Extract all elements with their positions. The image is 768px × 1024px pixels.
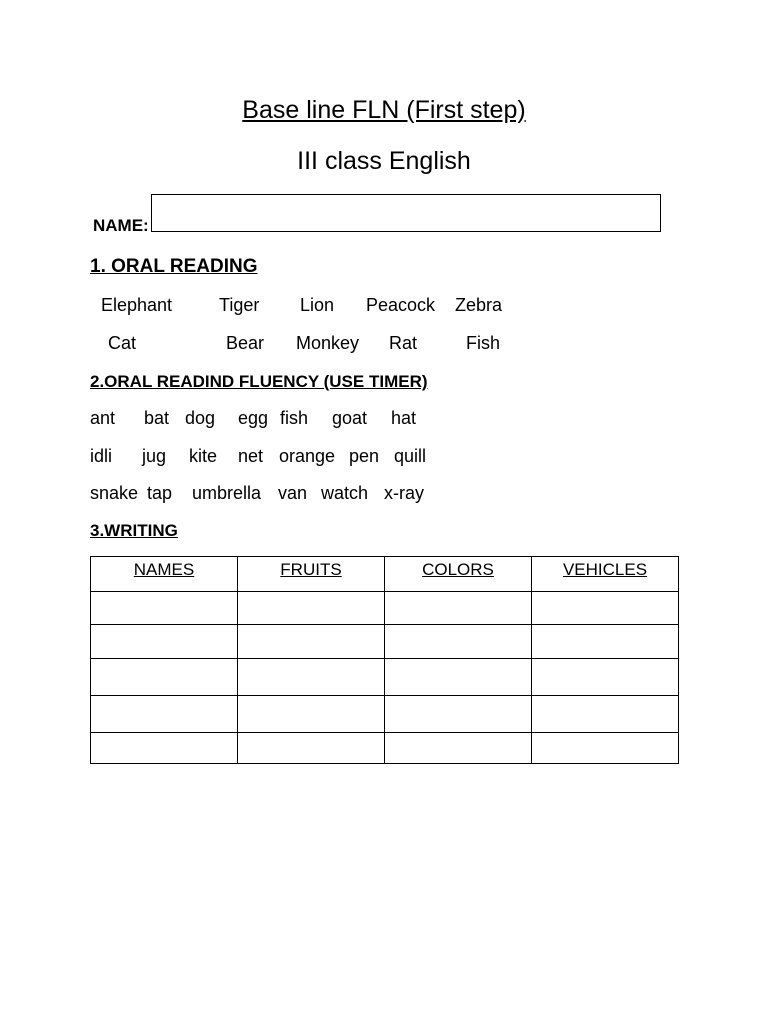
name-label: NAME: bbox=[93, 216, 149, 235]
section-writing-heading: 3.WRITING bbox=[90, 521, 178, 540]
reading-word: Tiger bbox=[219, 295, 260, 315]
table-cell[interactable] bbox=[238, 696, 385, 733]
fluency-word: goat bbox=[332, 408, 368, 428]
fluency-word: pen bbox=[349, 446, 380, 466]
fluency-word: fish bbox=[280, 408, 309, 428]
fluency-word: orange bbox=[279, 446, 336, 466]
table-cell[interactable] bbox=[238, 659, 385, 696]
fluency-word: dog bbox=[185, 408, 216, 428]
reading-word: Rat bbox=[389, 333, 418, 353]
table-cell[interactable] bbox=[385, 592, 532, 625]
reading-word: Cat bbox=[108, 333, 137, 353]
fluency-word: snake bbox=[90, 483, 139, 503]
table-row bbox=[91, 659, 679, 696]
reading-word: Bear bbox=[226, 333, 265, 353]
table-row bbox=[91, 696, 679, 733]
document-subtitle: III class English bbox=[297, 147, 471, 175]
fluency-word: van bbox=[278, 483, 308, 503]
table-row bbox=[91, 733, 679, 764]
fluency-word: bat bbox=[144, 408, 170, 428]
fluency-word: hat bbox=[391, 408, 417, 428]
table-cell[interactable] bbox=[385, 659, 532, 696]
reading-word: Lion bbox=[300, 295, 335, 315]
column-header-vehicles: VEHICLES bbox=[532, 557, 679, 592]
reading-word: Monkey bbox=[296, 333, 360, 353]
table-cell[interactable] bbox=[385, 696, 532, 733]
table-cell[interactable] bbox=[532, 659, 679, 696]
table-cell[interactable] bbox=[532, 592, 679, 625]
table-cell[interactable] bbox=[238, 733, 385, 764]
fluency-word: ant bbox=[90, 408, 116, 428]
column-header-colors: COLORS bbox=[385, 557, 532, 592]
table-cell[interactable] bbox=[532, 625, 679, 659]
table-row bbox=[91, 625, 679, 659]
table-cell[interactable] bbox=[91, 659, 238, 696]
table-cell[interactable] bbox=[91, 592, 238, 625]
table-header-row bbox=[91, 557, 679, 592]
fluency-word: idli bbox=[90, 446, 113, 466]
fluency-word: kite bbox=[189, 446, 218, 466]
table-cell[interactable] bbox=[532, 733, 679, 764]
column-header-fruits: FRUITS bbox=[238, 557, 385, 592]
table-cell[interactable] bbox=[385, 625, 532, 659]
table-cell[interactable] bbox=[91, 625, 238, 659]
reading-word: Peacock bbox=[366, 295, 436, 315]
reading-word: Fish bbox=[466, 333, 501, 353]
table-cell[interactable] bbox=[385, 733, 532, 764]
name-field[interactable] bbox=[151, 194, 661, 232]
fluency-word: watch bbox=[321, 483, 369, 503]
fluency-word: jug bbox=[142, 446, 167, 466]
fluency-word: umbrella bbox=[192, 483, 262, 503]
section-oral-reading-heading: 1. ORAL READING bbox=[90, 256, 258, 277]
document-title: Base line FLN (First step) bbox=[242, 96, 526, 124]
reading-word: Zebra bbox=[455, 295, 503, 315]
fluency-word: tap bbox=[147, 483, 173, 503]
fluency-word: net bbox=[238, 446, 264, 466]
table-cell[interactable] bbox=[91, 696, 238, 733]
fluency-word: quill bbox=[394, 446, 427, 466]
table-cell[interactable] bbox=[238, 592, 385, 625]
fluency-word: x-ray bbox=[384, 483, 424, 503]
table-cell[interactable] bbox=[91, 733, 238, 764]
column-header-names: NAMES bbox=[91, 557, 238, 592]
fluency-word: egg bbox=[238, 408, 269, 428]
reading-word: Elephant bbox=[101, 295, 173, 315]
table-cell[interactable] bbox=[532, 696, 679, 733]
writing-table bbox=[90, 556, 679, 764]
section-fluency-heading: 2.ORAL READIND FLUENCY (USE TIMER) bbox=[90, 372, 428, 391]
table-cell[interactable] bbox=[238, 625, 385, 659]
table-row bbox=[91, 592, 679, 625]
